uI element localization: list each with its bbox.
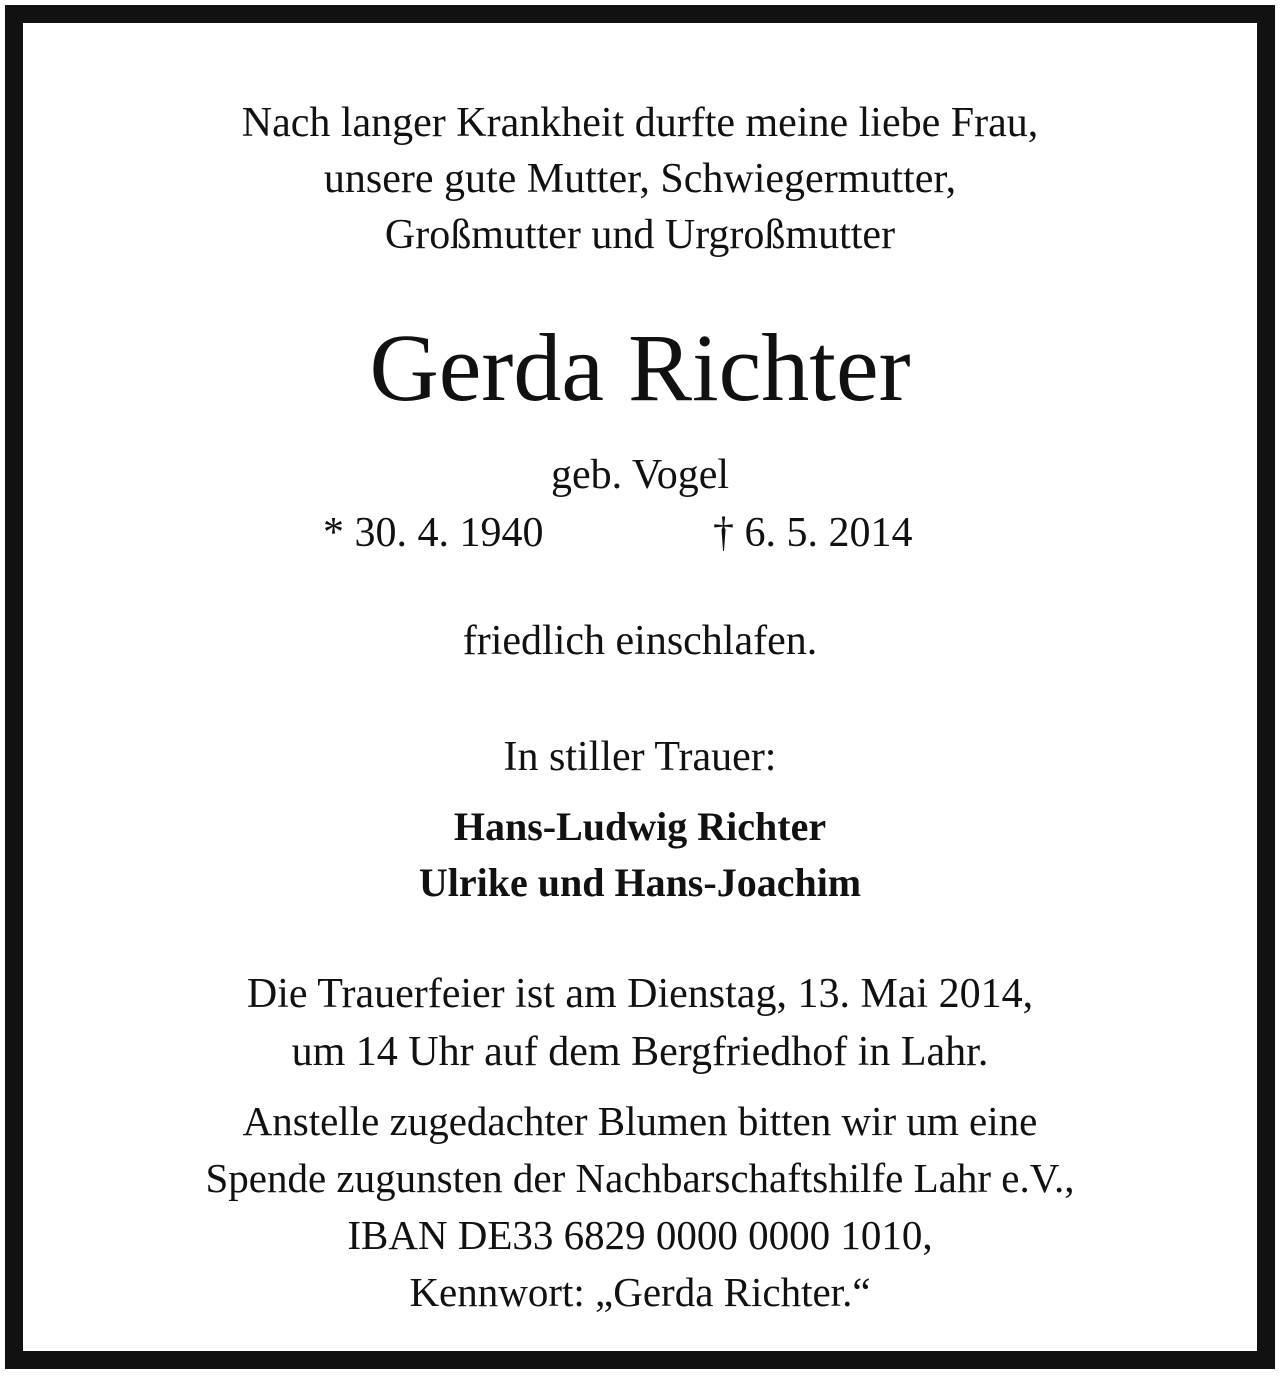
donation-line-1: Anstelle zugedachter Blumen bitten wir um eine (242, 1098, 1038, 1144)
donation-line-2: Spende zugunsten der Nachbarschaftshilfe Lahr e.V., (205, 1155, 1075, 1201)
birth-date: * 30. 4. 1940 (323, 510, 544, 556)
intro-line-2: unsere gute Mutter, Schwiegermutter, (323, 156, 957, 202)
closing-phrase: friedlich einschlafen. (462, 618, 818, 664)
mourner-name: Hans-Ludwig Richter (453, 804, 827, 849)
death-date: † 6. 5. 2014 (713, 510, 913, 556)
mourning-label: In stiller Trauer: (503, 734, 777, 780)
donation-keyword: Kennwort: „Gerda Richter.“ (409, 1269, 871, 1315)
deceased-name: Gerda Richter (369, 314, 911, 421)
donation-iban: IBAN DE33 6829 0000 0000 1010, (347, 1212, 933, 1258)
intro-text (23, 95, 1257, 263)
obituary-frame (5, 5, 1275, 1369)
donation-info (23, 1093, 1257, 1321)
intro-line-3: Großmutter und Urgroßmutter (384, 212, 896, 258)
service-line-2: um 14 Uhr auf dem Bergfriedhof in Lahr. (291, 1029, 989, 1075)
service-line-1: Die Trauerfeier ist am Dienstag, 13. Mai 2014, (246, 971, 1034, 1017)
mourners-list (23, 799, 1257, 911)
funeral-service-info (23, 965, 1257, 1081)
intro-line-1: Nach langer Krankheit durfte meine liebe Frau, (241, 100, 1039, 146)
maiden-name: geb. Vogel (550, 452, 730, 498)
mourner-name: Ulrike und Hans-Joachim (418, 860, 862, 905)
